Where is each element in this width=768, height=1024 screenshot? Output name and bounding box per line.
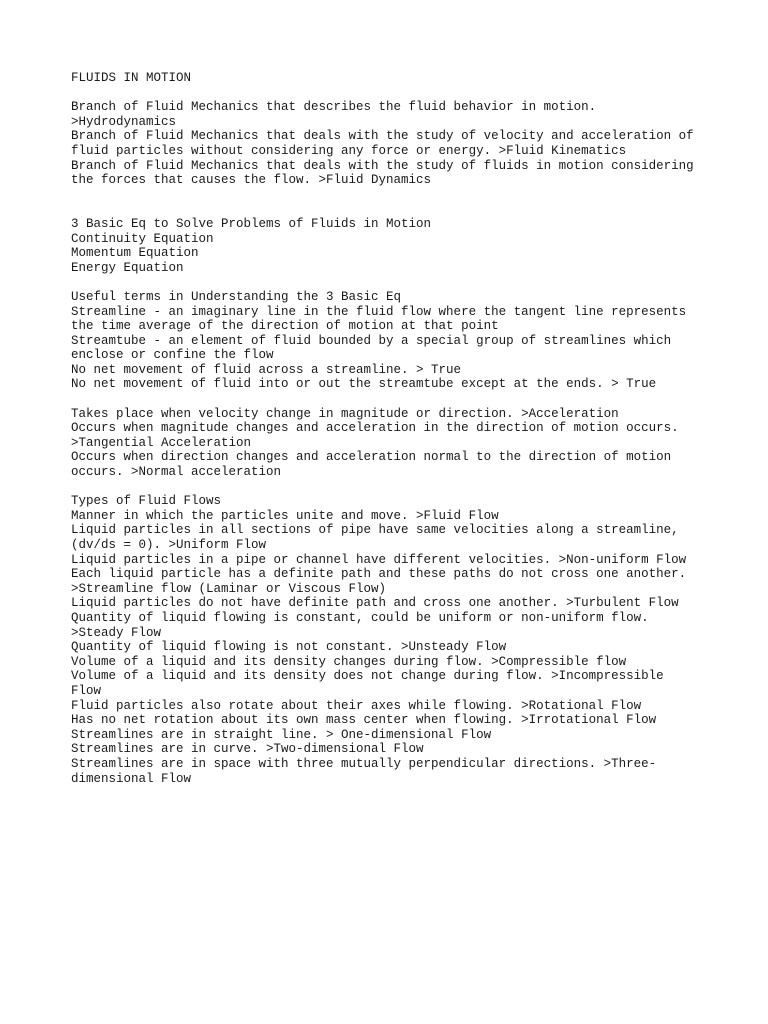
text-line: the forces that causes the flow. >Fluid Dynamics: [71, 173, 432, 188]
text-line: Branch of Fluid Mechanics that deals with the study of velocity and acceleration of: [71, 129, 694, 144]
text-line: Liquid particles in all sections of pipe have same velocities along a streamline,: [71, 523, 679, 538]
text-line: Occurs when direction changes and acceleration normal to the direction of motion: [71, 450, 672, 465]
text-line: >Steady Flow: [71, 625, 162, 640]
blank-line: [71, 392, 711, 407]
text-line: Volume of a liquid and its density changes during flow. >Compressible flow: [71, 654, 627, 669]
text-line: Energy Equation: [71, 260, 184, 275]
section-heading: Useful terms in Understanding the 3 Basic Eq: [71, 289, 402, 304]
section-heading: Types of Fluid Flows: [71, 494, 222, 509]
text-line: Occurs when magnitude changes and acceleration in the direction of motion occurs.: [71, 421, 679, 436]
text-line: Momentum Equation: [71, 246, 199, 261]
text-line: Fluid particles also rotate about their axes while flowing. >Rotational Flow: [71, 698, 642, 713]
text-line: enclose or confine the flow: [71, 348, 274, 363]
blank-line: [71, 480, 711, 495]
text-line: Continuity Equation: [71, 231, 214, 246]
text-line: occurs. >Normal acceleration: [71, 465, 282, 480]
blank-line: [71, 275, 711, 290]
text-line: >Streamline flow (Laminar or Viscous Flow): [71, 581, 387, 596]
text-line: Streamtube - an element of fluid bounded by a special group of streamlines which: [71, 333, 672, 348]
text-line: Streamlines are in straight line. > One-dimensional Flow: [71, 727, 492, 742]
text-line: Branch of Fluid Mechanics that describes the fluid behavior in motion.: [71, 100, 597, 115]
text-line: Streamline - an imaginary line in the fluid flow where the tangent line represents: [71, 304, 687, 319]
blank-line: [71, 202, 711, 217]
text-line: Takes place when velocity change in magnitude or direction. >Acceleration: [71, 406, 619, 421]
section-heading: 3 Basic Eq to Solve Problems of Fluids in Motion: [71, 216, 432, 231]
text-line: Liquid particles in a pipe or channel have different velocities. >Non-uniform Flow: [71, 552, 687, 567]
text-line: No net movement of fluid across a streamline. > True: [71, 362, 462, 377]
text-line: Has no net rotation about its own mass center when flowing. >Irrotational Flow: [71, 713, 657, 728]
blank-line: [71, 188, 711, 203]
text-line: >Hydrodynamics: [71, 114, 177, 129]
text-line: dimensional Flow: [71, 771, 192, 786]
text-line: Volume of a liquid and its density does not change during flow. >Incompressible: [71, 669, 664, 684]
blank-line: [71, 86, 711, 101]
text-line: No net movement of fluid into or out the streamtube except at the ends. > True: [71, 377, 657, 392]
text-line: Streamlines are in curve. >Two-dimensional Flow: [71, 742, 424, 757]
text-line: (dv/ds = 0). >Uniform Flow: [71, 538, 267, 552]
text-line: Streamlines are in space with three mutually perpendicular directions. >Three-: [71, 756, 657, 771]
text-line: Manner in which the particles unite and move. >Fluid Flow: [71, 508, 499, 523]
text-line: Branch of Fluid Mechanics that deals with the study of fluids in motion considering: [71, 158, 694, 173]
text-line: >Tangential Acceleration: [71, 435, 252, 450]
text-line: Liquid particles do not have definite path and cross one another. >Turbulent Flow: [71, 596, 679, 611]
text-line: fluid particles without considering any force or energy. >Fluid Kinematics: [71, 143, 627, 158]
text-line: Each liquid particle has a definite path and these paths do not cross one another.: [71, 567, 687, 582]
text-line: Quantity of liquid flowing is constant, could be uniform or non-uniform flow.: [71, 610, 649, 625]
text-line: the time average of the direction of motion at that point: [71, 319, 499, 334]
text-line: Quantity of liquid flowing is not constant. >Unsteady Flow: [71, 640, 507, 655]
document-title: FLUIDS IN MOTION: [71, 71, 192, 85]
text-line: Flow: [71, 683, 102, 698]
document-page: [71, 71, 711, 786]
